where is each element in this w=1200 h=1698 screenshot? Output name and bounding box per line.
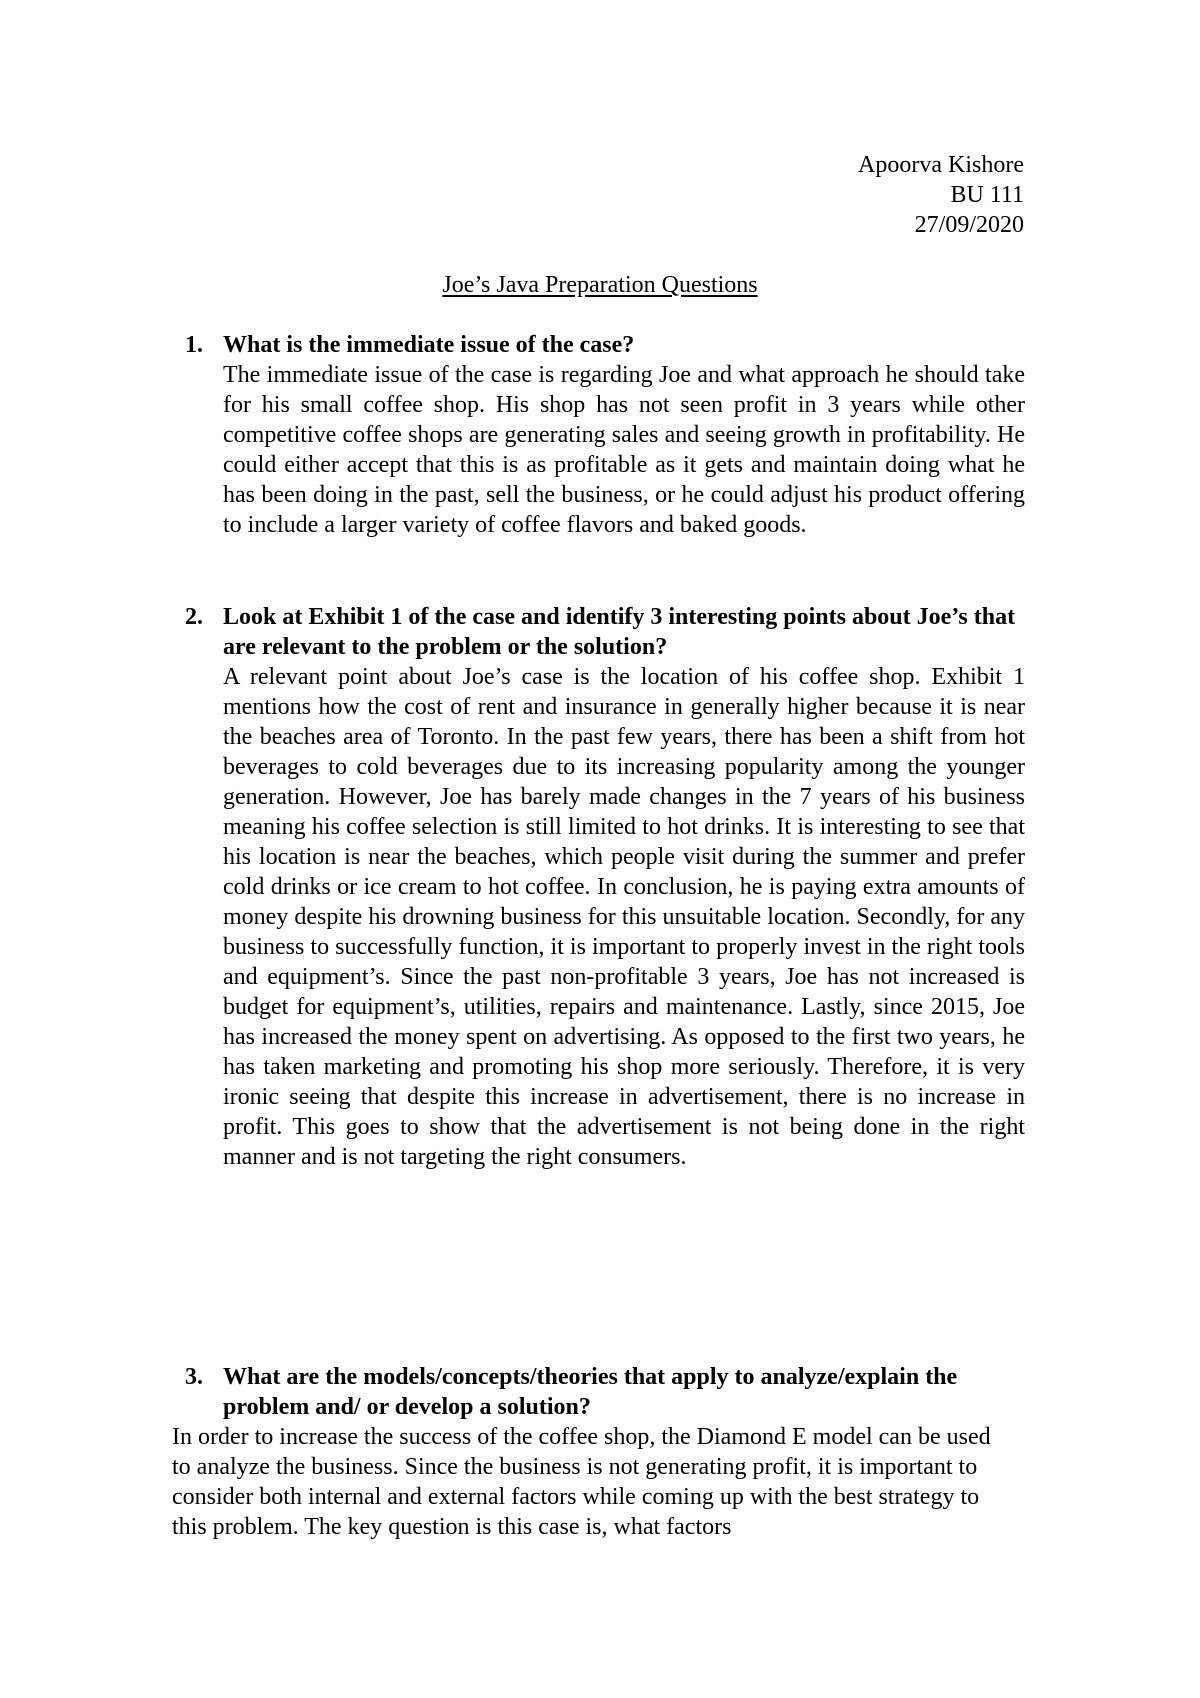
author-header bbox=[858, 150, 1024, 240]
question-number: 1. bbox=[185, 332, 203, 358]
document-title-row bbox=[0, 270, 1200, 300]
question-number: 3. bbox=[185, 1364, 203, 1390]
answer-text: The immediate issue of the case is regarding Joe and what approach he should take for his small coffee shop. His shop has not seen profit in 3 years while other competitive coffee shops are generating sales and seeing growth in profitability. He could either accept that this is as profitable as it gets and maintain doing what he has been doing in the past, sell the business, or he could adjust his product offering to include a larger variety of coffee flavors and baked goods. bbox=[223, 362, 1025, 538]
question-2 bbox=[185, 602, 1025, 1172]
question-2-heading bbox=[185, 602, 1025, 662]
submission-date: 27/09/2020 bbox=[914, 212, 1024, 238]
question-3 bbox=[172, 1362, 1025, 1542]
question-text: Look at Exhibit 1 of the case and identify 3 interesting points about Joe’s that are relevant to the problem or the solution? bbox=[223, 604, 1016, 660]
course-code: BU 111 bbox=[950, 182, 1024, 208]
question-text: What is the immediate issue of the case? bbox=[223, 332, 635, 358]
author-name: Apoorva Kishore bbox=[858, 152, 1024, 178]
question-1-heading bbox=[185, 330, 1025, 360]
question-3-heading bbox=[185, 1362, 1025, 1422]
answer-text: A relevant point about Joe’s case is the location of his coffee shop. Exhibit 1 mentions how the cost of rent and insurance in generally higher because it is near the beaches area of Toronto. In the past few years, there has been a shift from hot beverages to cold beverages due to its increasing popularity among the younger generation. However, Joe has barely made changes in the 7 years of his business meaning his coffee selection is still limited to hot drinks. It is interesting to see that his location is near the beaches, which people visit during the summer and prefer cold drinks or ice cream to hot coffee. In conclusion, he is paying extra amounts of money despite his drowning business for this unsuitable location. Secondly, for any business to successfully function, it is important to properly invest in the right tools and equipment’s. Since the past non-profitable 3 years, Joe has not increased is budget for equipment’s, utilities, repairs and maintenance. Lastly, since 2015, Joe has increased the money spent on advertising. As opposed to the first two years, he has taken marketing and promoting his shop more seriously. Therefore, it is very ironic seeing that despite this increase in advertisement, there is no increase in profit. This goes to show that the advertisement is not being done in the right manner and is not targeting the right consumers. bbox=[223, 664, 1025, 1170]
document-title: Joe’s Java Preparation Questions bbox=[442, 272, 758, 298]
question-text: What are the models/concepts/theories that apply to analyze/explain the problem and/ or develop a solution? bbox=[223, 1364, 958, 1420]
answer-text: In order to increase the success of the coffee shop, the Diamond E model can be used to analyze the business. Since the business is not generating profit, it is important to consider both internal and external factors while coming up with the best strategy to this problem. The key question is this case is, what factors bbox=[172, 1424, 991, 1540]
question-1 bbox=[185, 330, 1025, 540]
question-number: 2. bbox=[185, 604, 203, 630]
